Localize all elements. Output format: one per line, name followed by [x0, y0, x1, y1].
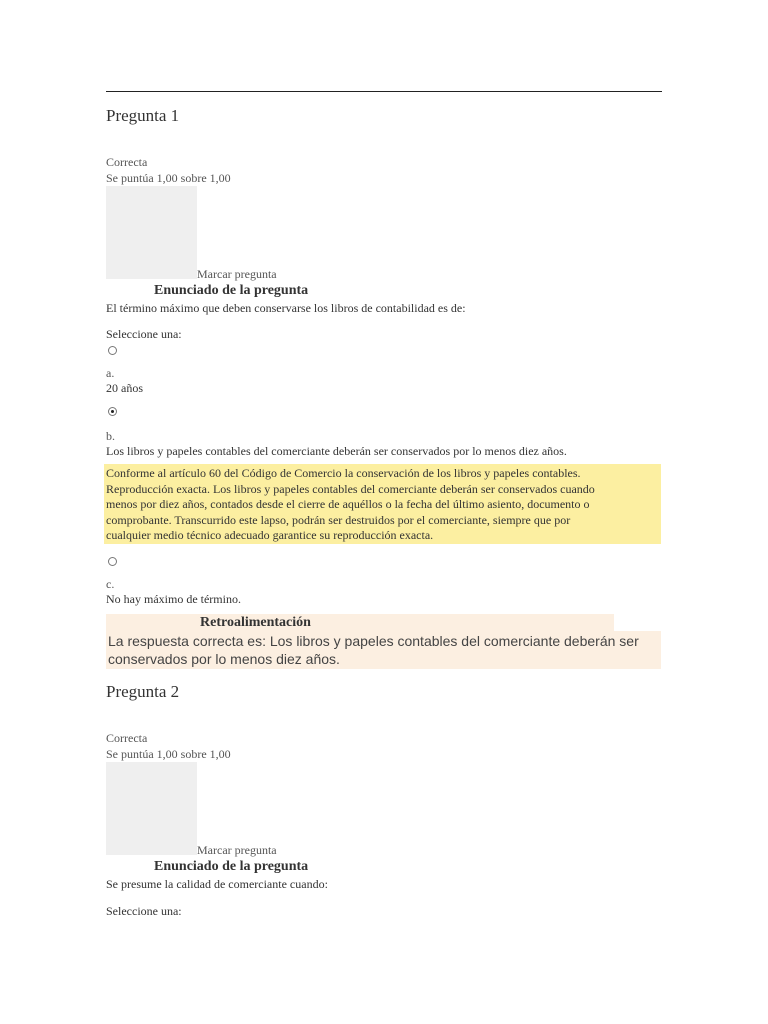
question-1-option-a-letter: a. [106, 366, 115, 380]
general-feedback-line: La respuesta correcta es: Los libros y papeles contables del comerciante deberán ser [108, 633, 639, 649]
question-2-grade: Se puntúa 1,00 sobre 1,00 [106, 747, 231, 761]
question-1-prompt: Seleccione una: [106, 327, 182, 341]
question-1-statement-heading: Enunciado de la pregunta [154, 283, 309, 298]
question-1-specific-feedback [104, 464, 661, 544]
specific-feedback-line: comprobante. Transcurrido este lapso, podrán ser destruidos por el comerciante, siempre que por [106, 512, 571, 527]
specific-feedback-line: menos por diez años, contados desde el cierre de aquéllos o la fecha del último asiento, documento o [106, 497, 590, 511]
question-2-flag-label[interactable]: Marcar pregunta [197, 843, 277, 857]
question-2-prompt: Seleccione una: [106, 904, 182, 918]
question-1-title: Pregunta 1 [106, 106, 180, 125]
question-1-option-a-radio[interactable] [108, 346, 117, 355]
page-divider [106, 91, 662, 92]
question-1-option-b-letter: b. [106, 429, 115, 443]
question-2-flag-box[interactable] [106, 762, 197, 855]
question-2-text: Se presume la calidad de comerciante cuando: [106, 877, 328, 891]
question-1-option-c-text[interactable]: No hay máximo de término. [106, 592, 241, 606]
question-2-state: Correcta [106, 731, 148, 745]
specific-feedback-line: cualquier medio técnico adecuado garantice su reproducción exacta. [106, 528, 434, 542]
question-2-statement-heading: Enunciado de la pregunta [154, 859, 309, 874]
question-1-feedback-heading: Retroalimentación [200, 615, 311, 630]
question-1-text: El término máximo que deben conservarse los libros de contabilidad es de: [106, 301, 466, 315]
specific-feedback-line: Reproducción exacta. Los libros y papeles contables del comerciante deberán ser conservados cuando [106, 481, 595, 496]
question-1-option-b-radio[interactable] [108, 407, 117, 416]
question-1-general-feedback [106, 631, 661, 669]
question-1-option-c-letter: c. [106, 577, 115, 591]
question-1-option-a-text[interactable]: 20 años [106, 381, 143, 395]
question-1-option-b-text[interactable]: Los libros y papeles contables del comerciante deberán ser conservados por lo menos diez años. [106, 444, 567, 458]
specific-feedback-line: Conforme al artículo 60 del Código de Comercio la conservación de los libros y papeles contables. [106, 466, 581, 480]
question-1-state: Correcta [106, 155, 148, 169]
question-1-grade: Se puntúa 1,00 sobre 1,00 [106, 171, 231, 185]
question-1-flag-label[interactable]: Marcar pregunta [197, 267, 277, 281]
question-1-flag-box[interactable] [106, 186, 197, 279]
general-feedback-line: conservados por lo menos diez años. [108, 651, 340, 667]
question-1-option-c-radio[interactable] [108, 557, 117, 566]
question-2-title: Pregunta 2 [106, 682, 180, 701]
question-1-feedback-header-bar [106, 614, 614, 631]
